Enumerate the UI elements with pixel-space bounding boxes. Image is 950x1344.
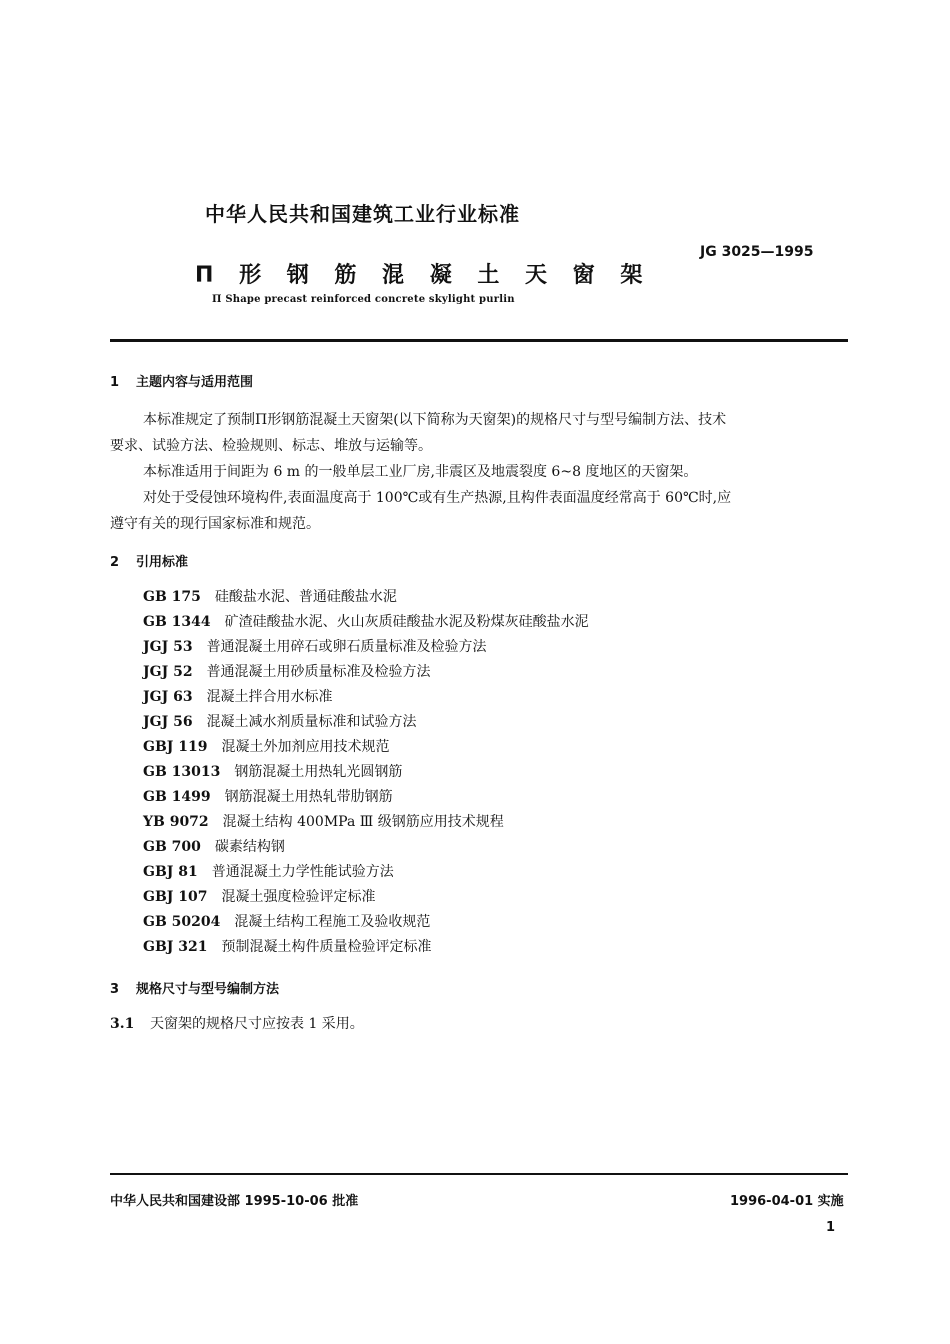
reference-item: JGJ 53 普通混凝土用碎石或卵石质量标准及检验方法 xyxy=(143,639,487,655)
section-1-para-2: 本标准适用于间距为 6 m 的一般单层工业厂房,非震区及地震裂度 6~8 度地区的天窗架。 xyxy=(143,464,698,480)
clause-3-1-number: 3.1 xyxy=(110,1016,135,1032)
section-1-para-1-line-1: 本标准规定了预制Π形钢筋混凝土天窗架(以下简称为天窗架)的规格尺寸与型号编制方法、技术 xyxy=(143,412,727,428)
section-1-para-3-line-1: 对处于受侵蚀环境构件,表面温度高于 100℃或有生产热源,且构件表面温度经常高于 60℃时,应 xyxy=(143,490,732,506)
clause-3-1 xyxy=(110,1011,364,1037)
clause-3-1-text: 天窗架的规格尺寸应按表 1 采用。 xyxy=(150,1016,364,1032)
reference-item: GB 175 硅酸盐水泥、普通硅酸盐水泥 xyxy=(143,589,397,605)
document-subtitle-english: Π Shape precast reinforced concrete skylight purlin xyxy=(212,294,515,305)
section-3-heading xyxy=(110,978,279,997)
reference-item: GB 1344 矿渣硅酸盐水泥、火山灰质硅酸盐水泥及粉煤灰硅酸盐水泥 xyxy=(143,614,589,630)
section-1-title: 主题内容与适用范围 xyxy=(136,375,254,390)
section-2-title: 引用标准 xyxy=(136,555,189,570)
reference-item: JGJ 56 混凝土减水剂质量标准和试验方法 xyxy=(143,714,417,730)
section-1-number: 1 xyxy=(110,375,120,390)
reference-item: GB 50204 混凝土结构工程施工及验收规范 xyxy=(143,914,431,930)
reference-item: JGJ 52 普通混凝土用砂质量标准及检验方法 xyxy=(143,664,431,680)
issuing-body-title: 中华人民共和国建筑工业行业标准 xyxy=(205,202,520,226)
section-1-para-3-line-2: 遵守有关的现行国家标准和规范。 xyxy=(110,516,320,532)
reference-item: GBJ 81 普通混凝土力学性能试验方法 xyxy=(143,864,394,880)
reference-item: YB 9072 混凝土结构 400MPa Ⅲ 级钢筋应用技术规程 xyxy=(143,814,504,830)
section-3-number: 3 xyxy=(110,982,120,997)
section-2-heading xyxy=(110,551,188,570)
reference-item: JGJ 63 混凝土拌合用水标准 xyxy=(143,689,333,705)
footer-divider xyxy=(110,1173,848,1175)
standard-code: JG 3025—1995 xyxy=(700,244,814,260)
approval-statement: 中华人民共和国建设部 1995-10-06 批准 xyxy=(110,1194,359,1209)
reference-item: GBJ 107 混凝土强度检验评定标准 xyxy=(143,889,376,905)
reference-item: GBJ 119 混凝土外加剂应用技术规范 xyxy=(143,739,390,755)
section-1-para-1-line-2: 要求、试验方法、检验规则、标志、堆放与运输等。 xyxy=(110,438,432,454)
reference-item: GB 13013 钢筋混凝土用热轧光圆钢筋 xyxy=(143,764,403,780)
reference-item: GB 1499 钢筋混凝土用热轧带肋钢筋 xyxy=(143,789,393,805)
page-number: 1 xyxy=(826,1220,836,1235)
reference-item: GB 700 碳素结构钢 xyxy=(143,839,285,855)
header-divider xyxy=(110,339,848,342)
section-3-title: 规格尺寸与型号编制方法 xyxy=(136,982,280,997)
section-1-heading xyxy=(110,371,253,390)
reference-item: GBJ 321 预制混凝土构件质量检验评定标准 xyxy=(143,939,432,955)
implementation-date: 1996-04-01 实施 xyxy=(730,1194,844,1209)
document-title: Π 形 钢 筋 混 凝 土 天 窗 架 xyxy=(195,263,652,288)
section-2-number: 2 xyxy=(110,555,120,570)
